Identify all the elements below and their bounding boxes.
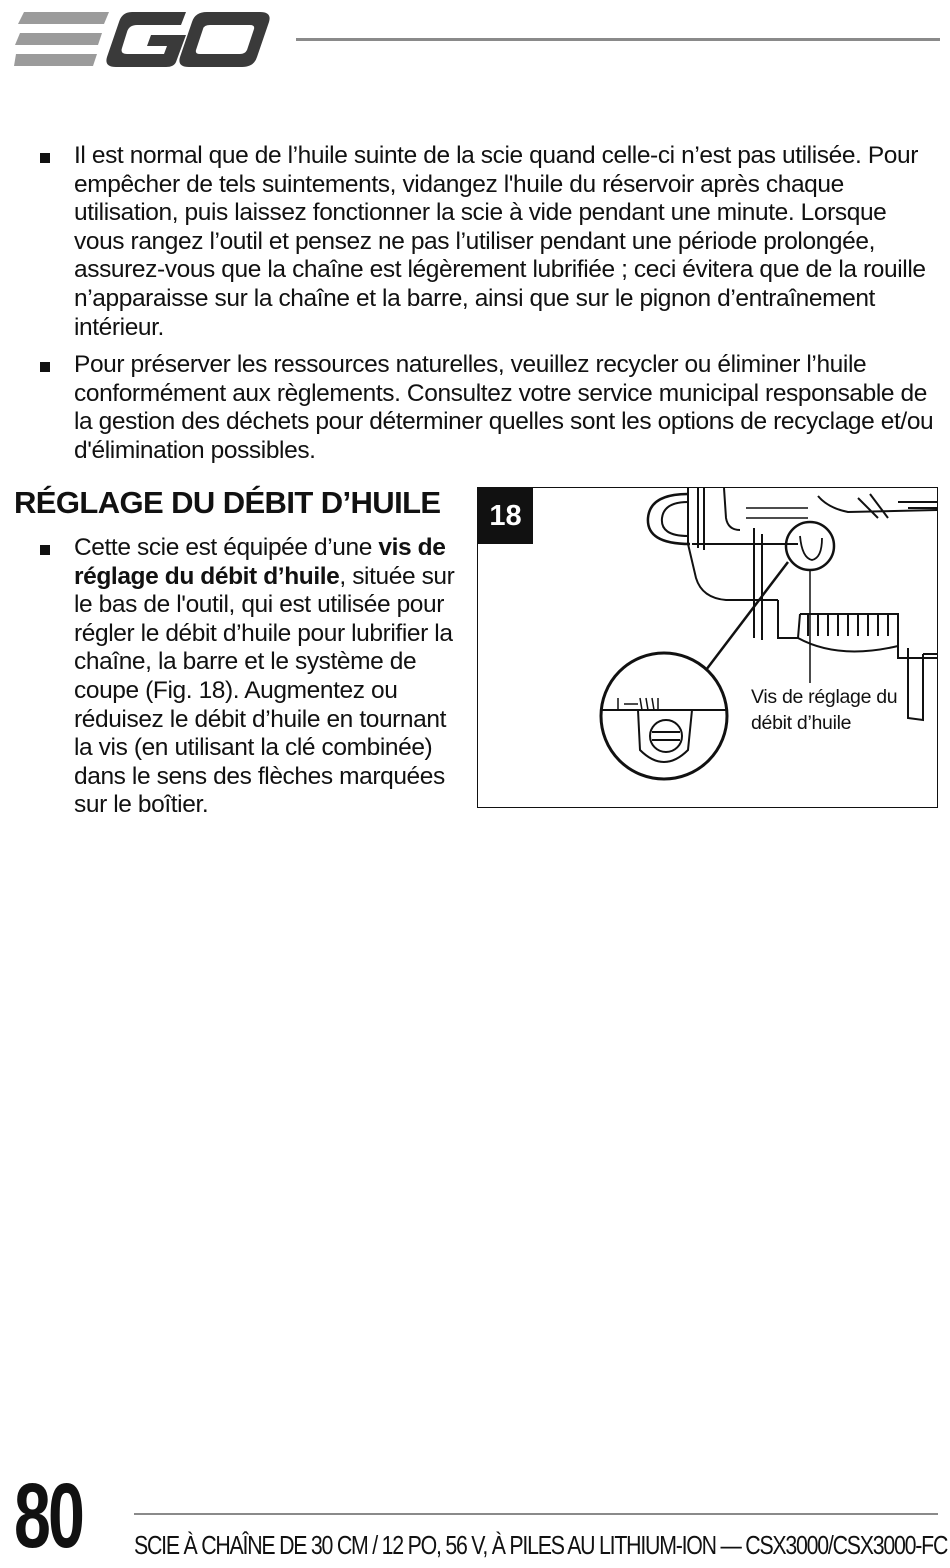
square-bullet-icon: [40, 153, 50, 163]
bullet-text: Pour préserver les ressources naturelles, veuillez recycler ou éliminer l’huile conformément aux règlements. Consultez votre service municipal responsable de la gestion des déchets pour déterminer quelles sont les options de recyclage et/ou d'élimination possibles.: [74, 351, 934, 464]
figure-number: 18: [478, 488, 533, 544]
bullet-text-after: , située sur le bas de l'outil, qui est utilisée pour régler le débit d’huile pour lubrifier la chaîne, la barre et le système de coupe (Fig. 18). Augmentez ou réduisez le débit d’huile en tournant la vis (en utilisant la clé combinée) dans le sens des flèches marquées sur le boîtier.: [74, 562, 455, 819]
list-item: [30, 142, 942, 342]
section-bullet-list: [30, 534, 468, 829]
intro-bullet-list: [30, 142, 942, 475]
figure-callout-label: [751, 684, 897, 736]
figure-label-line-2: débit d’huile: [751, 712, 852, 734]
bullet-text-before: Cette scie est équipée d’une: [74, 534, 379, 561]
bullet-text-bold: vis de réglage du débit d’huile: [74, 534, 446, 590]
oil-adjustment-illustration: [478, 488, 938, 808]
figure-18: [477, 487, 938, 808]
footer-rule: [134, 1513, 938, 1515]
section-heading: RÉGLAGE DU DÉBIT D’HUILE: [14, 485, 441, 520]
list-item: [30, 534, 468, 820]
ego-logo: [14, 10, 272, 70]
bullet-text: Il est normal que de l’huile suinte de la scie quand celle-ci n’est pas utilisée. Pour empêcher de tels suintements, vidangez l'huile du réservoir après chaque utilisation, puis laissez fonctionner la scie à vide pendant une minute. Lorsque vous rangez l’outil et pensez ne pas l’utiliser pendant une période prolongée, assurez-vous que la chaîne est légèrement lubrifiée ; ceci évitera que de la rouille n’apparaisse sur la chaîne et la barre, ainsi que sur le pignon d’entraînement intérieur.: [74, 142, 926, 341]
list-item: [30, 351, 942, 465]
square-bullet-icon: [40, 545, 50, 555]
figure-label-line-1: Vis de réglage du: [751, 686, 898, 708]
footer-title: SCIE À CHAÎNE DE 30 CM / 12 PO, 56 V, À PILES AU LITHIUM-ION — CSX3000/CSX3000-FC: [134, 1530, 948, 1560]
header-rule: [296, 38, 940, 41]
square-bullet-icon: [40, 362, 50, 372]
page-number: 80: [14, 1465, 82, 1567]
